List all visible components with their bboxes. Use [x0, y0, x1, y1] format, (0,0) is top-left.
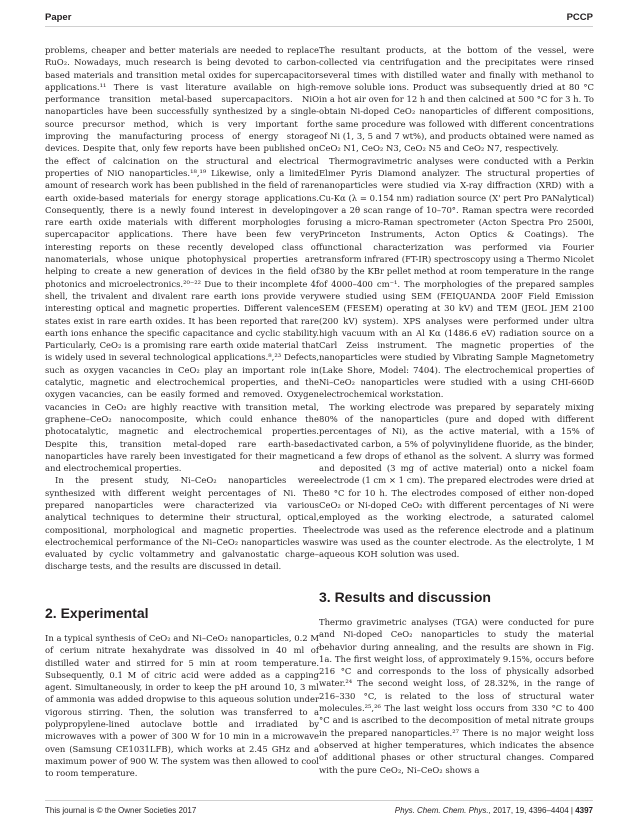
header-divider: [45, 26, 593, 27]
footer-copyright: This journal is © the Owner Societies 2017: [45, 806, 197, 815]
right-column: [319, 44, 594, 560]
left-paragraph-3: In a typical synthesis of CeO₂ and Ni–CeO₂ nanoparticles, 0.2 M of cerium nitrate hexahydrate was dissolved in 40 ml of distilled water and stirred for 5 min at room temperature. Subsequently, 0.1 M of citric acid were added as a capping agent. Simultaneously, in order to keep the pH around 10, 3 ml of ammonia was added dropwise to this aqueous solution under vigorous stirring. Then, the solution was transferred to a polypropylene-lined autoclave bottle and irradiated by microwaves with a power of 300 W for 10 min in a microwave oven (Samsung CE1031LFB), which works at 2.45 GHz and a maximum power of 900 W. The system was then allowed to cool to room temperature.: [45, 633, 319, 779]
footer-journal: Phys. Chem. Chem. Phys.,: [394, 806, 491, 815]
left-paragraph-2: In the present study, Ni–CeO₂ nanoparticles were synthesized with different weight percentages of Ni. The prepared nanoparticles were characterized via various analytical techniques to determine their structural, optical, compositional, morphological and magnetic properties. The electrochemical performance of the Ni–CeO₂ nanoparticles was evaluated by cyclic voltammetry and galvanostatic charge–discharge tests, and the results are discussed in detail.: [45, 475, 319, 572]
footer-volume-pages: 2017, 19, 4396–4404: [490, 806, 569, 815]
running-header-left: Paper: [45, 12, 72, 23]
running-header-right: PCCP: [566, 12, 593, 23]
right-paragraph-2: Thermogravimetric analyses were conducted with a Perkin Elmer Pyris Diamond analyzer. The structural properties of nanoparticles were studied via X-ray diffraction (XRD) with a Cu-Kα (λ = 0.154 nm) radiation source (X' pert Pro PANalytical) over a 2θ scan range of 10–70°. Raman spectra were recorded using a micro-Raman spectrometer (Acton Spectra Pro 2500i, Princeton Instruments, Acton Optics & Coatings). The functional characterization was performed via Fourier transform infrared (FT-IR) spectroscopy using a Thermo Nicolet 380 by the KBr pellet method at room temperature in the range of 4000–400 cm⁻¹. The morphologies of the prepared samples were studied using SEM (FEIQUANDA 200F Field Emission SEM (FESEM) operating at 30 kV) and TEM (JEOL JEM 2100 (200 kV) system). XPS analyses were performed under ultra high vacuum with an Al Kα (1486.6 eV) radiation source on a Carl Zeiss instrument. The magnetic properties of the nanoparticles were studied by Vibrating Sample Magnetometry (Lake Shore, Model: 7404). The electrochemical properties of Ni–CeO₂ nanoparticles were studied with a using CHI-660D electrochemical workstation.: [319, 155, 594, 400]
right-column-lower: [319, 616, 594, 776]
right-paragraph-4: Thermo gravimetric analyses (TGA) were conducted for pure and Ni-doped CeO₂ nanoparticles to study the material behavior during annealing, and the results are shown in Fig. 1a. The first weight loss, of approximately 9.15%, occurs before 216 °C and corresponds to the loss of physically adsorbed water.²⁴ The second weight loss, of 28.32%, in the range of 216–330 °C, is related to the loss of structural water molecules.²⁵,²⁶ The last weight loss occurs from 330 °C to 400 °C and is ascribed to the decomposition of metal nitrate groups in the prepared nanoparticles.²⁷ There is no major weight loss observed at higher temperatures, which indicates the absence of additional phases or other structural changes. Compared with the pure CeO₂, Ni–CeO₂ shows a: [319, 617, 594, 775]
footer-separator: |: [568, 806, 576, 815]
section-title-experimental: 2. Experimental: [45, 605, 149, 621]
left-column: [45, 44, 319, 573]
right-paragraph-3: The working electrode was prepared by separately mixing 80% of the nanoparticles (pure and doped with different percentages of Ni), as the active material, with a 15% of activated carbon, a 5% of polyvinylidene fluoride, as the binder, and a few drops of ethanol as the solvent. A slurry was formed and deposited (3 mg of active material) onto a nickel foam electrode (1 cm × 1 cm). The prepared electrodes were dried at 80 °C for 10 h. The electrodes composed of either non-doped CeO₂ or Ni-doped CeO₂ with different percentages of Ni were employed as the working electrode, a saturated calomel electrode was used as the reference electrode and a platinum wire was used as the counter electrode. As the electrolyte, 1 M aqueous KOH solution was used.: [319, 401, 594, 560]
left-paragraph-1: problems, cheaper and better materials are needed to replace RuO₂. Nowadays, much research is being devoted to carbon-based materials and transition metal oxides for supercapacitor applications.¹¹ There is vast literature available on high-performance transition metal-based supercapacitors. NiO nanoparticles have been successfully synthesized by a single-source precursor method, which is very important for improving the manufacturing process of energy storage devices. Despite that, only few reports have been published on the effect of calcination on the structural and electrical properties of NiO nanoparticles.¹⁸,¹⁹ Likewise, only a limited amount of research work has been published in the field of rare earth oxide-based materials for energy storage applications. Consequently, there is a newly found interest in developing rare earth oxide materials with different morphologies for supercapacitor applications. There have been few very interesting reports on these recently developed class of nanomaterials, whose unique photophysical properties are helping to create a new generation of devices in the field of photonics and microelectronics.²⁰⁻²² Due to their incomplete 4f shell, the trivalent and divalent rare earth ions provide very interesting optical and magnetic properties. Different valence states exist in rare earth oxides. It has been reported that rare earth ions enhance the specific capacitance and cyclic stability. Particularly, CeO₂ is a promising rare earth oxide material that is widely used in several technological applications.⁸,²³ Defects, such as oxygen vacancies in CeO₂ play an important role in catalytic, magnetic and electrochemical properties, and the oxygen vacancies, can be easily formed and removed. Oxygen vacancies in CeO₂ are highly reactive with transition metal, graphene–CeO₂ nanocomposite, which could enhance the photocatalytic, magnetic and electrochemical properties. Despite this, transition metal-doped rare earth-based nanoparticles have rarely been investigated for their magnetic and electrochemical properties.: [45, 45, 319, 474]
left-column-lower: [45, 632, 319, 780]
section-title-results: 3. Results and discussion: [319, 589, 491, 605]
footer-divider: [45, 800, 593, 801]
footer-citation: [395, 806, 593, 815]
right-paragraph-1: The resultant products, at the bottom of the vessel, were collected via centrifugation and the precipitates were rinsed several times with distilled water and finally with methanol to remove soluble ions. Product was subsequently dried at 80 °C in a hot air oven for 12 h and then calcined at 500 °C for 3 h. To obtain Ni-doped CeO₂ nanoparticles of different compositions, the same procedure was followed with different concentrations of Ni (1, 3, 5 and 7 wt%), and products obtained were named as CeO₂ N1, CeO₂ N3, CeO₂ N5 and CeO₂ N7, respectively.: [319, 45, 594, 154]
footer-page-number: 4397: [575, 806, 593, 815]
